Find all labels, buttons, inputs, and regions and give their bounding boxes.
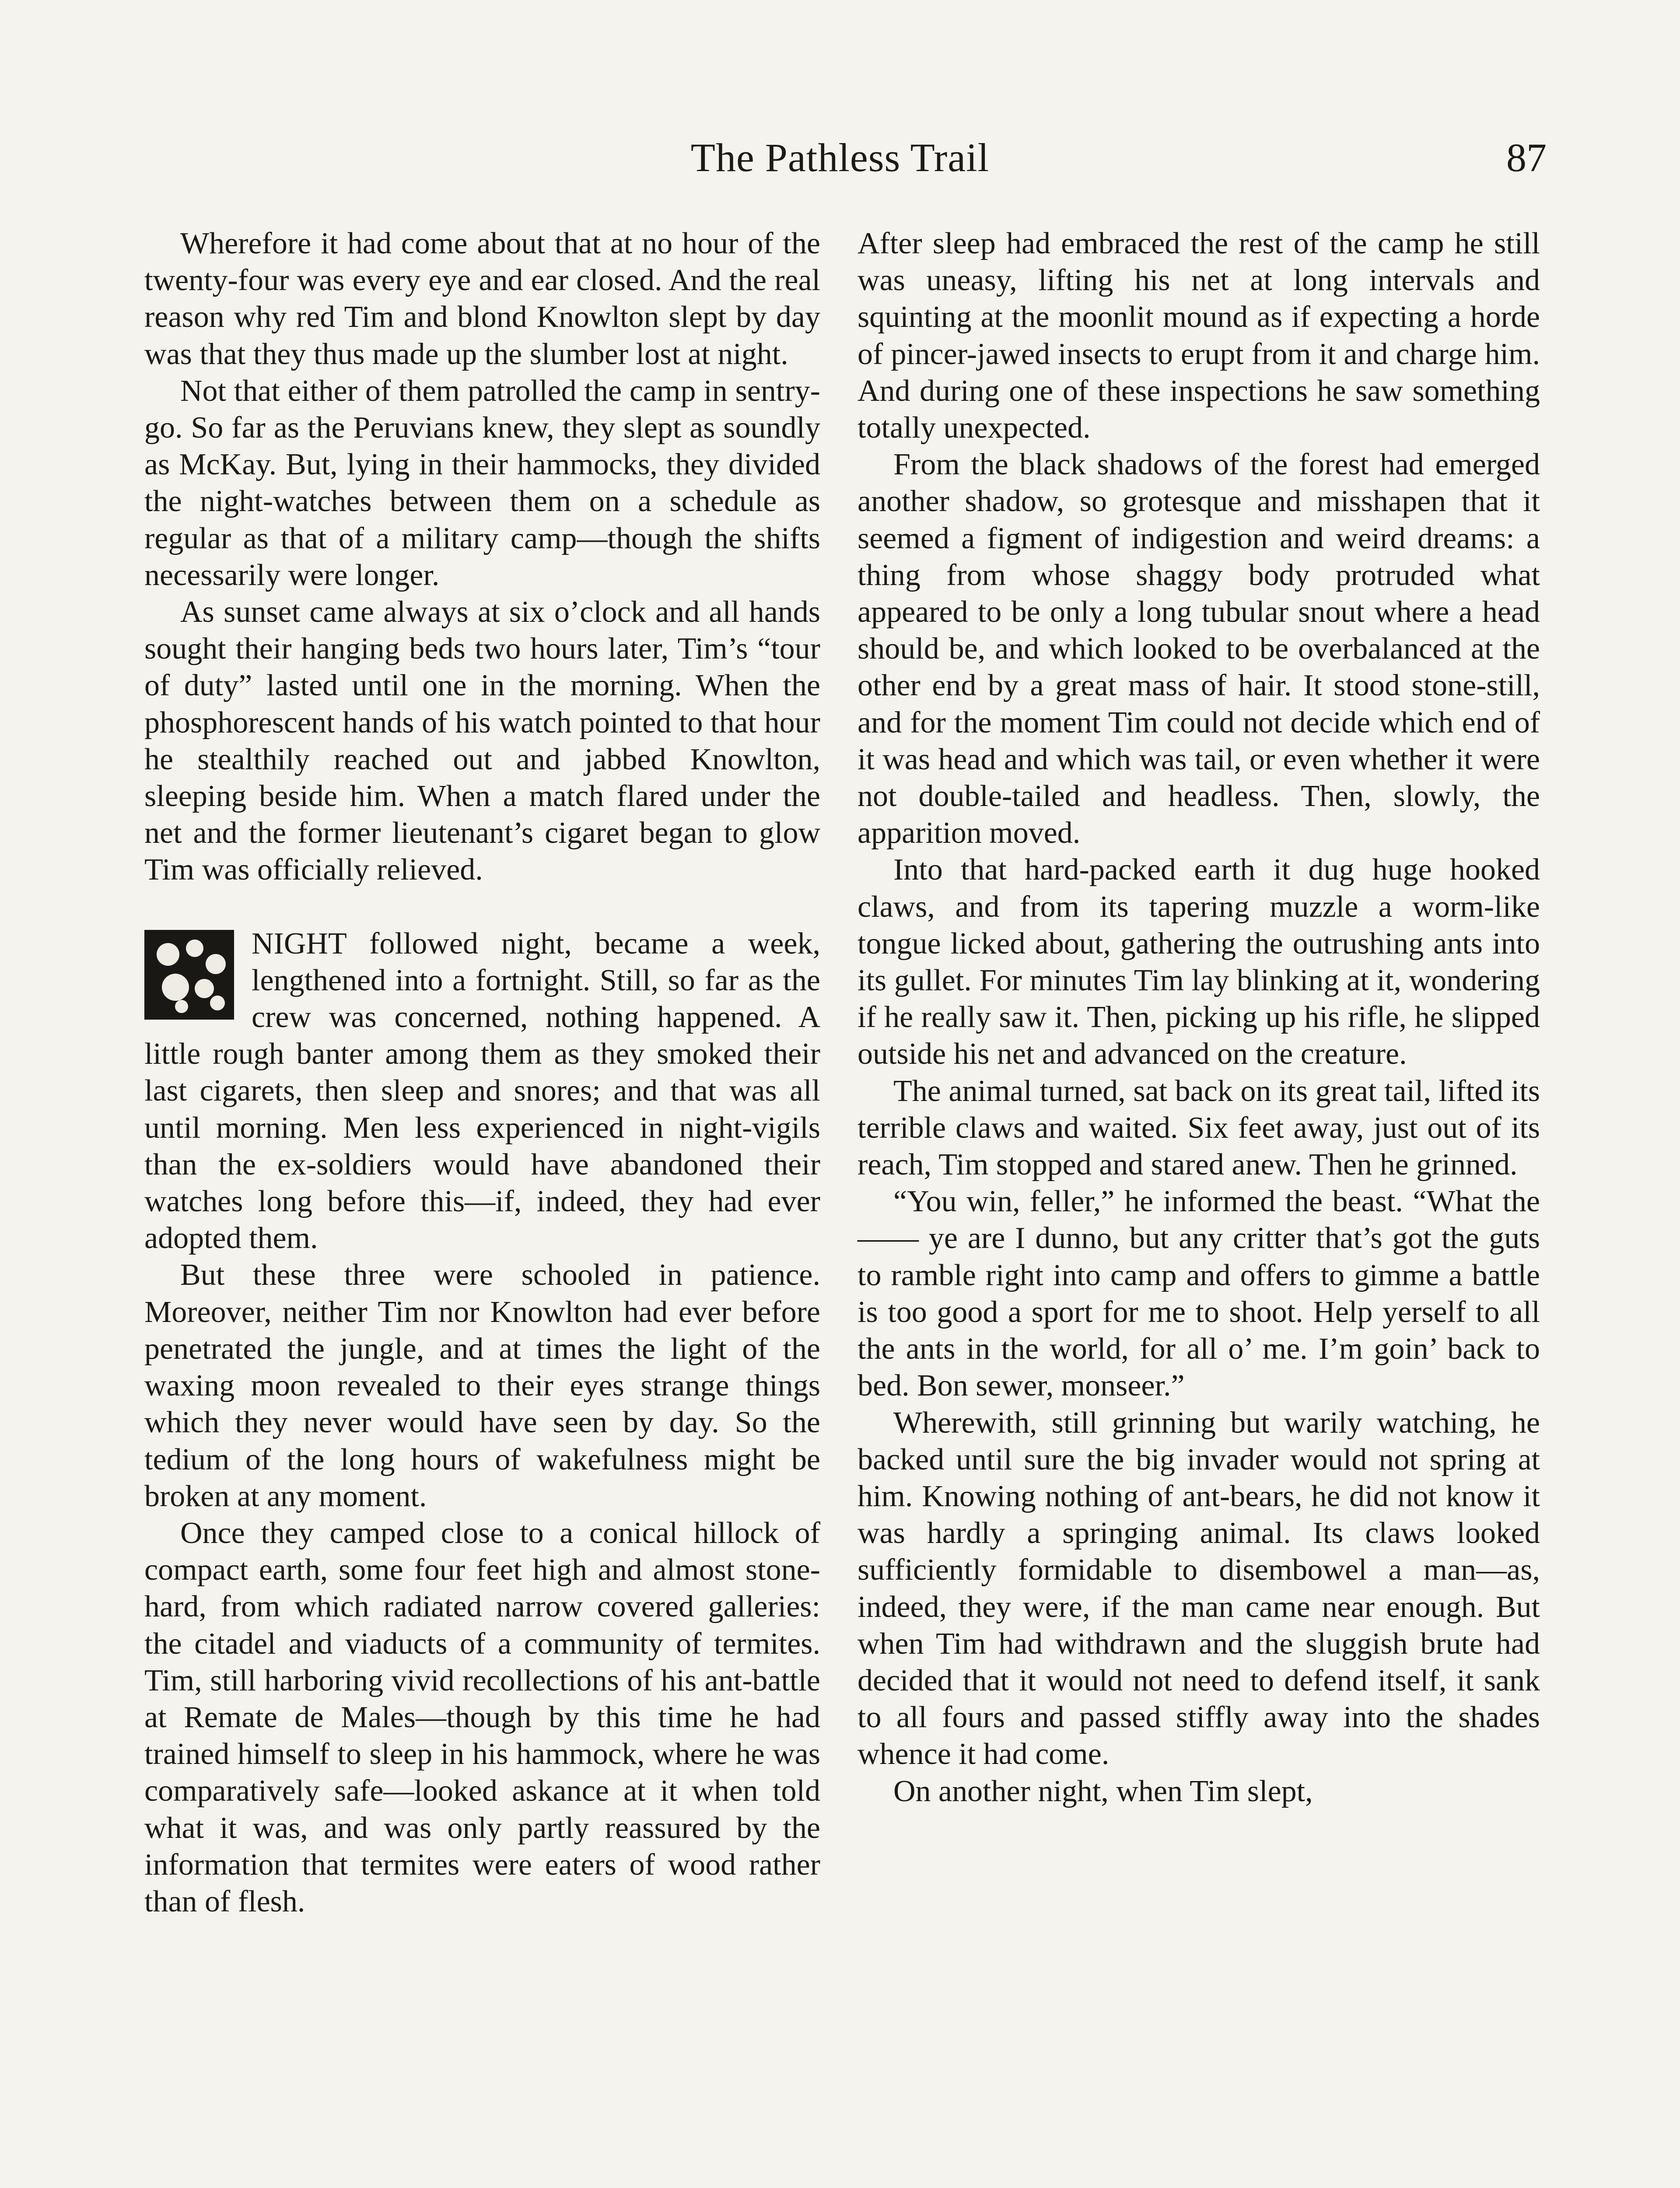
running-title: The Pathless Trail [690, 135, 990, 180]
right-column [858, 225, 1540, 1810]
section-opening [144, 926, 820, 1257]
paragraph: Wherewith, still grinning but warily watching, he backed until sure the big invader would not spring at him. Knowing nothing of ant-bears, he did not know it was hardly a springing animal. Its claws looked sufficiently formidable to disembowel a man—as, indeed, they were, if the man came near enough. But when Tim had withdrawn and the sluggish brute had decided that it would not need to defend itself, it sank to all fours and passed stiffly away into the shades whence it had come. [858, 1406, 1540, 1771]
paragraph: But these three were schooled in patience. Moreover, neither Tim nor Knowlton had ever before penetrated the jungle, and at times the light of the waxing moon revealed to their eyes strange things which they never would have seen by day. So the tedium of the long hours of wakefulness might be broken at any moment. [144, 1258, 820, 1513]
paragraph: Wherefore it had come about that at no hour of the twenty-four was every eye and ear closed. And the real reason why red Tim and blond Knowlton slept by day was that they thus made up the slumber lost at night. [144, 227, 820, 371]
decorative-initial-icon [144, 930, 234, 1020]
section-break [144, 889, 820, 926]
paragraph: Once they camped close to a conical hillock of compact earth, some four feet high and almost stone-hard, from which radiated narrow covered galleries: the citadel and viaducts of a community of termites. Tim, still harboring vivid recollections of his ant-battle at Remate de Males—though by this time he had trained himself to sleep in his hammock, where he was comparatively safe—looked askance at it when told what it was, and was only partly reassured by the information that termites were eaters of wood rather than of flesh. [144, 1516, 820, 1918]
paragraph: NIGHT followed night, became a week, lengthened into a fortnight. Still, so far as the crew was concerned, nothing happened. A little rough banter among them as they smoked their last cigarets, then sleep and snores; and that was all until morning. Men less experienced in night-vigils than the ex-soldiers would have abandoned their watches long before this—if, indeed, they had ever adopted them. [144, 926, 820, 1255]
paragraph: After sleep had embraced the rest of the camp he still was uneasy, lifting his net at long intervals and squinting at the moonlit mound as if expecting a horde of pincer-jawed insects to erupt from it and charge him. And during one of these inspections he saw something totally unexpected. [858, 227, 1540, 445]
paragraph: “You win, feller,” he informed the beast. “What the —— ye are I dunno, but any critter that’s got the guts to ramble right into camp and offers to gimme a battle is too good a sport for me to shoot. Help yerself to all the ants in the world, for all o’ me. I’m goin’ back to bed. Bon sewer, monseer.” [858, 1185, 1540, 1403]
paragraph: As sunset came always at six o’clock and all hands sought their hanging beds two hours later, Tim’s “tour of duty” lasted until one in the morning. When the phosphorescent hands of his watch pointed to that hour he stealthily reached out and jabbed Knowlton, sleeping beside him. When a match flared under the net and the former lieutenant’s cigaret began to glow Tim was officially relieved. [144, 595, 820, 887]
paragraph: On another night, when Tim slept, [893, 1774, 1313, 1808]
paragraph: The animal turned, sat back on its great tail, lifted its terrible claws and waited. Six feet away, just out of its reach, Tim stopped and stared anew. Then he grinned. [858, 1074, 1540, 1182]
paragraph: Not that either of them patrolled the camp in sentry-go. So far as the Peruvians knew, they slept as soundly as McKay. But, lying in their hammocks, they divided the night-watches between them on a schedule as regular as that of a military camp—though the shifts necessarily were longer. [144, 374, 820, 592]
left-column [144, 225, 820, 1920]
page-header [0, 131, 1680, 188]
paragraph: Into that hard-packed earth it dug huge hooked claws, and from its tapering muzzle a worm-like tongue licked about, gathering the outrushing ants into its gullet. For minutes Tim lay blinking at it, wondering if he really saw it. Then, picking up his rifle, he slipped outside his net and advanced on the creature. [858, 853, 1540, 1071]
paragraph: From the black shadows of the forest had emerged another shadow, so grotesque and misshapen that it seemed a figment of indigestion and weird dreams: a thing from whose shaggy body protruded what appeared to be only a long tubular snout where a head should be, and which looked to be overbalanced at the other end by a great mass of hair. It stood stone-still, and for the moment Tim could not decide which end of it was head and which was tail, or even whether it were not double-tailed and headless. Then, slowly, the apparition moved. [858, 448, 1540, 850]
page-number: 87 [1506, 135, 1547, 180]
